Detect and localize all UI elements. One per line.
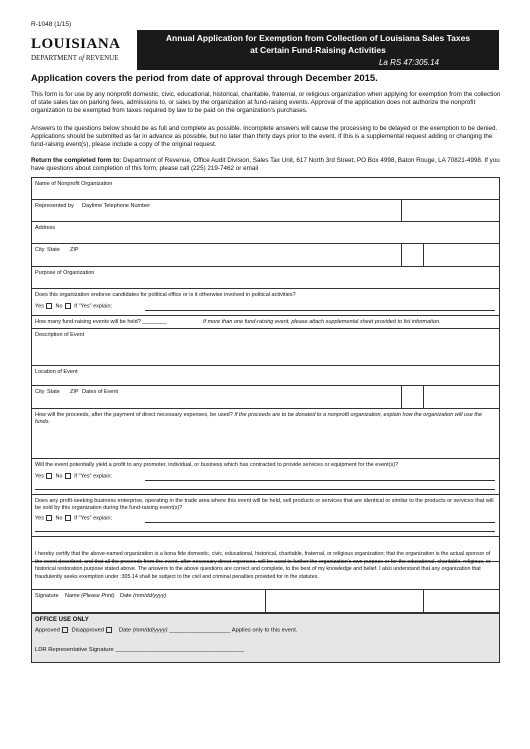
return-label: Return the completed form to: — [31, 157, 122, 164]
title-banner — [137, 30, 499, 70]
applies-note: Applies only to this event. — [231, 627, 298, 634]
office-approval-line — [35, 627, 297, 634]
logo-louisiana: LOUISIANA — [31, 36, 121, 52]
event-zip-label: ZIP — [70, 389, 79, 395]
zip-label: ZIP — [70, 247, 79, 253]
event-state-label: State — [47, 389, 60, 395]
if-yes-label: If "Yes" explain: — [74, 473, 113, 480]
please-print: (Please Print) — [81, 593, 115, 599]
proceeds-text — [35, 412, 496, 426]
signature-row — [31, 590, 500, 613]
explain-line[interactable] — [145, 310, 495, 311]
office-date-line[interactable]: ___________________ — [169, 627, 231, 634]
no-checkbox[interactable] — [65, 303, 71, 309]
purpose-label: Purpose of Organization — [35, 270, 95, 276]
date-label — [120, 593, 166, 599]
divider — [401, 244, 402, 266]
explain-line-2[interactable] — [35, 531, 495, 532]
disapproved-checkbox[interactable] — [106, 627, 112, 633]
dates-of-event-label: Dates of Event — [82, 389, 119, 395]
no-label: No — [55, 303, 63, 310]
name-label — [65, 593, 115, 599]
proceeds-question[interactable] — [32, 409, 499, 459]
event-location-field[interactable] — [32, 366, 499, 386]
event-location-label: Location of Event — [35, 369, 78, 375]
yes-label: Yes — [35, 515, 44, 522]
divider — [423, 244, 424, 266]
logo-department — [31, 54, 119, 62]
office-date-format: (mm/dd/yyyy) — [132, 627, 168, 634]
explain-line-2[interactable] — [35, 489, 495, 490]
yes-label: Yes — [35, 473, 44, 480]
address-field[interactable] — [32, 222, 499, 244]
proceeds-note: If the proceeds are to be donated to a nonprofit organization, explain how the organization will use the funds. — [35, 412, 483, 425]
divider — [401, 200, 402, 221]
no-checkbox[interactable] — [65, 473, 71, 479]
certification-text: I hereby certify that the above-named organization is a bona fide domestic, civic, educational, historical, charitable, fraternal, or religious organization; that the organization is the actual sponsor of the event described; and that all the proceeds from the event, after necessary direct expenses, will be used to further the organization's own purpose or for the educational, charitable, religious, or historical restoration purpose stated above. The answers to the above questions are correct and complete, to the best of my knowledge and belief. I also understand that any organization that fraudulently seeks exemption under :305.14 shall be subject to the civil and criminal penalties provided for in the statutes. — [35, 551, 491, 580]
ldr-signature-label: LDR Representative Signature — [35, 647, 114, 653]
period-heading: Application covers the period from date of approval through December 2015. — [31, 73, 378, 84]
application-form — [31, 177, 500, 562]
how-many-note: If more than one fund-raising event, please attach supplemental sheet provided to list information. — [203, 319, 441, 325]
yes-checkbox[interactable] — [46, 303, 52, 309]
return-instructions — [31, 157, 501, 173]
divider — [423, 386, 424, 408]
intro-paragraph-1: This form is for use by any nonprofit domestic, civic, educational, historical, charitable, fraternal, or religious organization when applying for exemption from the collection of state sales tax on parking fees, admissions to, or sales by the organization at fund-raising events. Approval of the application does not authorize the nonprofit organization to be exempted from taxes required by law to be paid on the organization's purchases. — [31, 91, 501, 114]
how-many-row — [32, 316, 499, 329]
date-word: Date — [120, 593, 132, 599]
event-city-label: City — [35, 389, 45, 395]
business-question-text: Does any profit-seeking business enterprise, operating in the trade area where this event will be held, sell products or services that are identical or similar to the products or services that will be sold by this organization during the fund-raising event(s)? — [35, 498, 494, 511]
logo-of-word: of — [78, 54, 85, 62]
represented-row — [32, 200, 499, 222]
no-label: No — [55, 515, 63, 522]
profit-question-text: Will the event potentially yield a profit to any promoter, individual, or business which has contracted to provide services or equipment for the event(s)? — [35, 462, 399, 468]
no-checkbox[interactable] — [65, 515, 71, 521]
explain-line[interactable] — [145, 480, 495, 481]
profit-answer — [35, 473, 112, 479]
proceeds-question-text: How will the proceeds, after the payment of direct necessary expenses, be used? — [35, 412, 233, 418]
logo-revenue-word: REVENUE — [85, 54, 119, 62]
state-label: State — [47, 247, 60, 253]
event-city-row — [32, 386, 499, 409]
yes-checkbox[interactable] — [46, 515, 52, 521]
divider — [423, 590, 424, 612]
city-state-zip-row — [32, 244, 499, 267]
approved-checkbox[interactable] — [62, 627, 68, 633]
endorse-question-text: Does this organization endorse candidates for political office or is it otherwise involved in political activities? — [35, 292, 296, 298]
address-label: Address — [35, 225, 56, 231]
date-format: (mm/dd/yyyy) — [133, 593, 167, 599]
daytime-phone-label: Daytime Telephone Number — [82, 203, 151, 209]
office-use-box — [31, 613, 500, 663]
name-word: Name — [65, 593, 80, 599]
org-name-label: Name of Nonprofit Organization — [35, 181, 113, 187]
purpose-field[interactable] — [32, 267, 499, 289]
intro-paragraph-2: Answers to the questions below should be as full and complete as possible. Incomplete answers will cause the processing to be delayed or the exemption to be denied. Applications should be submitted as far in advance as possible, but no later than thirty days prior to the event. If this is a supplemental request adding or changing the fund-raising event(s), please include a copy of the original request. — [31, 125, 498, 148]
profit-question — [32, 459, 499, 495]
title-line1: Annual Application for Exemption from Collection of Louisiana Sales Taxes — [165, 33, 471, 43]
yes-label: Yes — [35, 303, 44, 310]
title-line2: at Certain Fund-Raising Activities — [250, 45, 386, 55]
org-name-field[interactable] — [32, 178, 499, 200]
if-yes-label: If "Yes" explain: — [74, 303, 113, 310]
endorse-answer — [35, 303, 112, 309]
ldr-signature-line — [35, 647, 244, 653]
if-yes-label: If "Yes" explain: — [74, 515, 113, 522]
form-number: R-1048 (1/15) — [31, 21, 72, 28]
business-answer — [35, 515, 112, 521]
divider — [401, 386, 402, 408]
represented-by-label: Represented by — [35, 203, 74, 209]
signature-label: Signature — [35, 593, 59, 599]
yes-checkbox[interactable] — [46, 473, 52, 479]
endorse-question — [32, 289, 499, 316]
return-text: Department of Revenue, Office Audit Division, Sales Tax Unit, 617 North 3rd Street, PO Box 4998, Baton Rouge, LA 70821-4998. If you have questions about completion of this form, please call (225) 219-7462 or email — [31, 157, 500, 172]
office-use-title: OFFICE USE ONLY — [35, 617, 89, 623]
business-question — [32, 495, 499, 537]
statute-reference: La RS 47:305.14 — [378, 58, 439, 67]
how-many-question: How many fund-raising events will be held? ________ — [35, 319, 167, 325]
disapproved-label: Disapproved — [71, 627, 104, 634]
ldr-signature-field[interactable]: ________________________________________ — [115, 647, 245, 653]
approved-label: Approved — [35, 627, 60, 634]
event-description-label: Description of Event — [35, 332, 85, 338]
certification-box — [31, 548, 500, 590]
office-date-label: Date — [118, 627, 132, 634]
explain-line[interactable] — [145, 522, 495, 523]
event-description-field[interactable] — [32, 329, 499, 366]
city-label: City — [35, 247, 45, 253]
divider — [265, 590, 266, 612]
no-label: No — [55, 473, 63, 480]
logo-department-word: DEPARTMENT — [31, 54, 77, 62]
